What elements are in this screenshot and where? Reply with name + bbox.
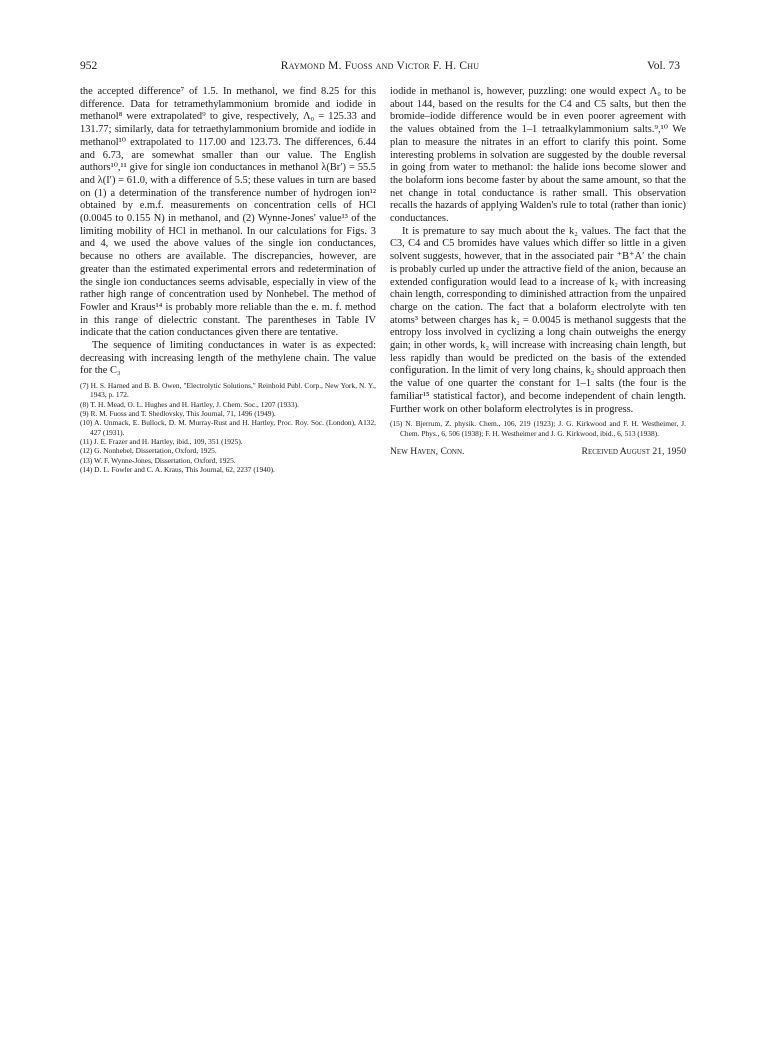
signature-place: New Haven, Conn. — [390, 445, 465, 457]
footnote: (12) G. Nonhebel, Dissertation, Oxford, 1925. — [80, 446, 217, 456]
footnote: (11) J. E. Frazer and H. Hartley, ibid., 109, 351 (1925). — [80, 436, 243, 446]
page-number: 952 — [80, 60, 98, 72]
footnotes — [390, 419, 686, 438]
running-head-authors: Raymond M. Fuoss and Victor F. H. Chu — [280, 60, 480, 72]
signature-line — [390, 446, 686, 458]
running-head — [80, 60, 680, 76]
received-date: Received August 21, 1950 — [581, 445, 686, 457]
left-column — [80, 86, 376, 474]
volume-label: Vol. 73 — [646, 60, 680, 72]
footnote: (8) T. H. Mead, O. L. Hughes and H. Hartley, J. Chem. Soc., 1207 (1933). — [80, 399, 299, 409]
footnote: (14) D. L. Fowler and C. A. Kraus, This Journal, 62, 2237 (1940). — [80, 464, 275, 474]
footnote: (7) H. S. Harned and B. B. Owen, "Electrolytic Solutions," Reinhold Publ. Corp., New York, N. Y., 1943, p. 172. — [80, 381, 376, 400]
footnote: (15) N. Bjerrum, Z. physik. Chem., 106, 219 (1923); J. G. Kirkwood and F. H. Westheimer, J. Chem. Phys., 6, 506 (1938); F. H. Westheimer and J. G. Kirkwood, ibid., 6, 513 (1938). — [390, 419, 686, 438]
body-paragraph: iodide in methanol is, however, puzzling: one would expect Λ₀ to be about 144, based on the results for the C4 and C5 salts, but then the bromide–iodide difference would be in even poorer agreement with the values obtained from the 1–1 tetraalkylammonium salts.⁹,¹⁰ We plan to measure the nitrates in an effort to clarify this point. Some interesting problems in solvation are suggested by the double reversal in going from water to methanol: the halide ions become slower and the bolaform ions become faster by about the same amount, so that the net change in total conductance is rather small. This observation recalls the hazards of applying Walden's rule to total (rather than ionic) conductances. — [390, 86, 686, 225]
body-paragraph: The sequence of limiting conductances in water is as expected: decreasing with increasing length of the methylene chain. The value for the C₃ — [80, 340, 376, 377]
body-paragraph: It is premature to say much about the k₂ values. The fact that the C3, C4 and C5 bromides have values which differ so little in a given solvent suggests, however, that in the associated pair ⁺B⁺A′ the chain is probably curled up under the attractive field of the anion, because an extended configuration would lead to a increase of k₂ with increasing chain length, corresponding to diminished attraction from the unpaired charge on the cation. The fact that a bolaform electrolyte with ten atoms³ between charges has k₂ = 0.0045 is methanol suggests that the entropy loss involved in cyclizing a long chain outweighs the energy gain; in other words, k₂ will increase with increasing chain length, but less rapidly than would be predicted on the basis of the extended configuration. In the limit of very long chains, k₂ should approach then the value of one quarter the constant for 1–1 salts (the four is the familiar¹⁵ statistical factor), and become independent of chain length. Further work on other bolaform electrolytes is in progress. — [390, 225, 686, 415]
footnotes — [80, 381, 376, 474]
footnote: (13) W. F. Wynne-Jones, Dissertation, Oxford, 1925. — [80, 455, 236, 465]
footnote: (10) A. Unmack, E. Bullock, D. M. Murray-Rust and H. Hartley, Proc. Roy. Soc. (London), A132, 427 (1931). — [80, 418, 376, 437]
right-column — [390, 86, 686, 458]
body-paragraph: the accepted difference⁷ of 1.5. In methanol, we find 8.25 for this difference. Data for tetramethylammonium bromide and iodide in methanol⁸ were extrapolated⁹ to give, respectively, Λ₀ = 125.33 and 131.77; similarly, data for tetraethylammonium bromide and iodide in methanol¹⁰ extrapolated to 117.00 and 123.73. The differences, 6.44 and 6.73, are somewhat smaller than our value. The English authors¹⁰,¹¹ give for single ion conductances in methanol λ(Br′) = 55.5 and λ(I′) = 61.0, with a difference of 5.5; these values in turn are based on (1) a determination of the transference number of hydrogen ion¹² obtained by e.m.f. measurements on concentration cells of HCl (0.0045 to 0.155 N) in methanol, and (2) Wynne-Jones' value¹³ of the limiting mobility of HCl in methanol. In our calculations for Figs. 3 and 4, we used the above values of the single ion conductances, because no others are available. The discrepancies, however, are greater than the estimated experimental errors and redetermination of the single ion conductances seems advisable, especially in view of the rather high range of concentration used by Nonhebel. The method of Fowler and Kraus¹⁴ is probably more reliable than the e. m. f. method in this range of dielectric constant. The parentheses in Table IV indicate that the cation conductances given there are tentative. — [80, 86, 376, 339]
footnote: (9) R. M. Fuoss and T. Shedlovsky, This Journal, 71, 1496 (1949). — [80, 409, 276, 419]
